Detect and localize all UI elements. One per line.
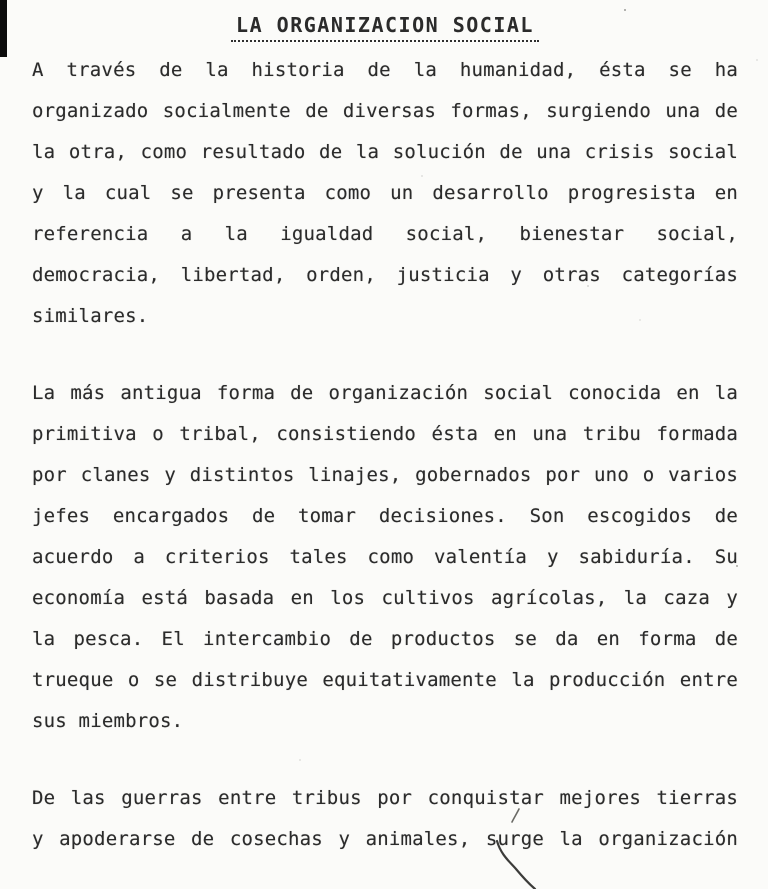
text-line: similares. [32, 305, 149, 327]
paragraph [32, 373, 738, 742]
text-line: la pesca. El intercambio de productos se da en forma de [32, 628, 738, 650]
title-row [32, 12, 738, 50]
text-line: trueque o se distribuye equitativamente la producción entre [32, 669, 738, 691]
text-line: referencia a la igualdad social, bienestar social, [32, 223, 738, 245]
text-line: democracia, libertad, orden, justicia y otras categorías [32, 264, 738, 286]
text-line: primitiva o tribal, consistiendo ésta en una tribu formada [32, 423, 738, 445]
text-line: A través de la historia de la humanidad, ésta se ha [32, 59, 738, 81]
paragraph [32, 778, 738, 860]
text-line: por clanes y distintos linajes, gobernados por uno o varios [32, 464, 738, 486]
text-line: economía está basada en los cultivos agrícolas, la caza y [32, 587, 738, 609]
text-line: la otra, como resultado de la solución de una crisis social [32, 141, 738, 163]
document-title: LA ORGANIZACION SOCIAL [231, 12, 539, 42]
text-line: La más antigua forma de organización social conocida en la [32, 382, 738, 404]
paragraphs [32, 50, 738, 860]
text-line: sus miembros. [32, 710, 184, 732]
paragraph [32, 50, 738, 337]
text-line: jefes encargados de tomar decisiones. Son escogidos de [32, 505, 738, 527]
text-line: y la cual se presenta como un desarrollo progresista en [32, 182, 738, 204]
text-line: De las guerras entre tribus por conquistar mejores tierras [32, 787, 738, 809]
text-line: organizado socialmente de diversas formas, surgiendo una de [32, 100, 738, 122]
text-line: acuerdo a criterios tales como valentía y sabiduría. Su [32, 546, 738, 568]
text-line: y apoderarse de cosechas y animales, surge la organización [32, 828, 738, 850]
